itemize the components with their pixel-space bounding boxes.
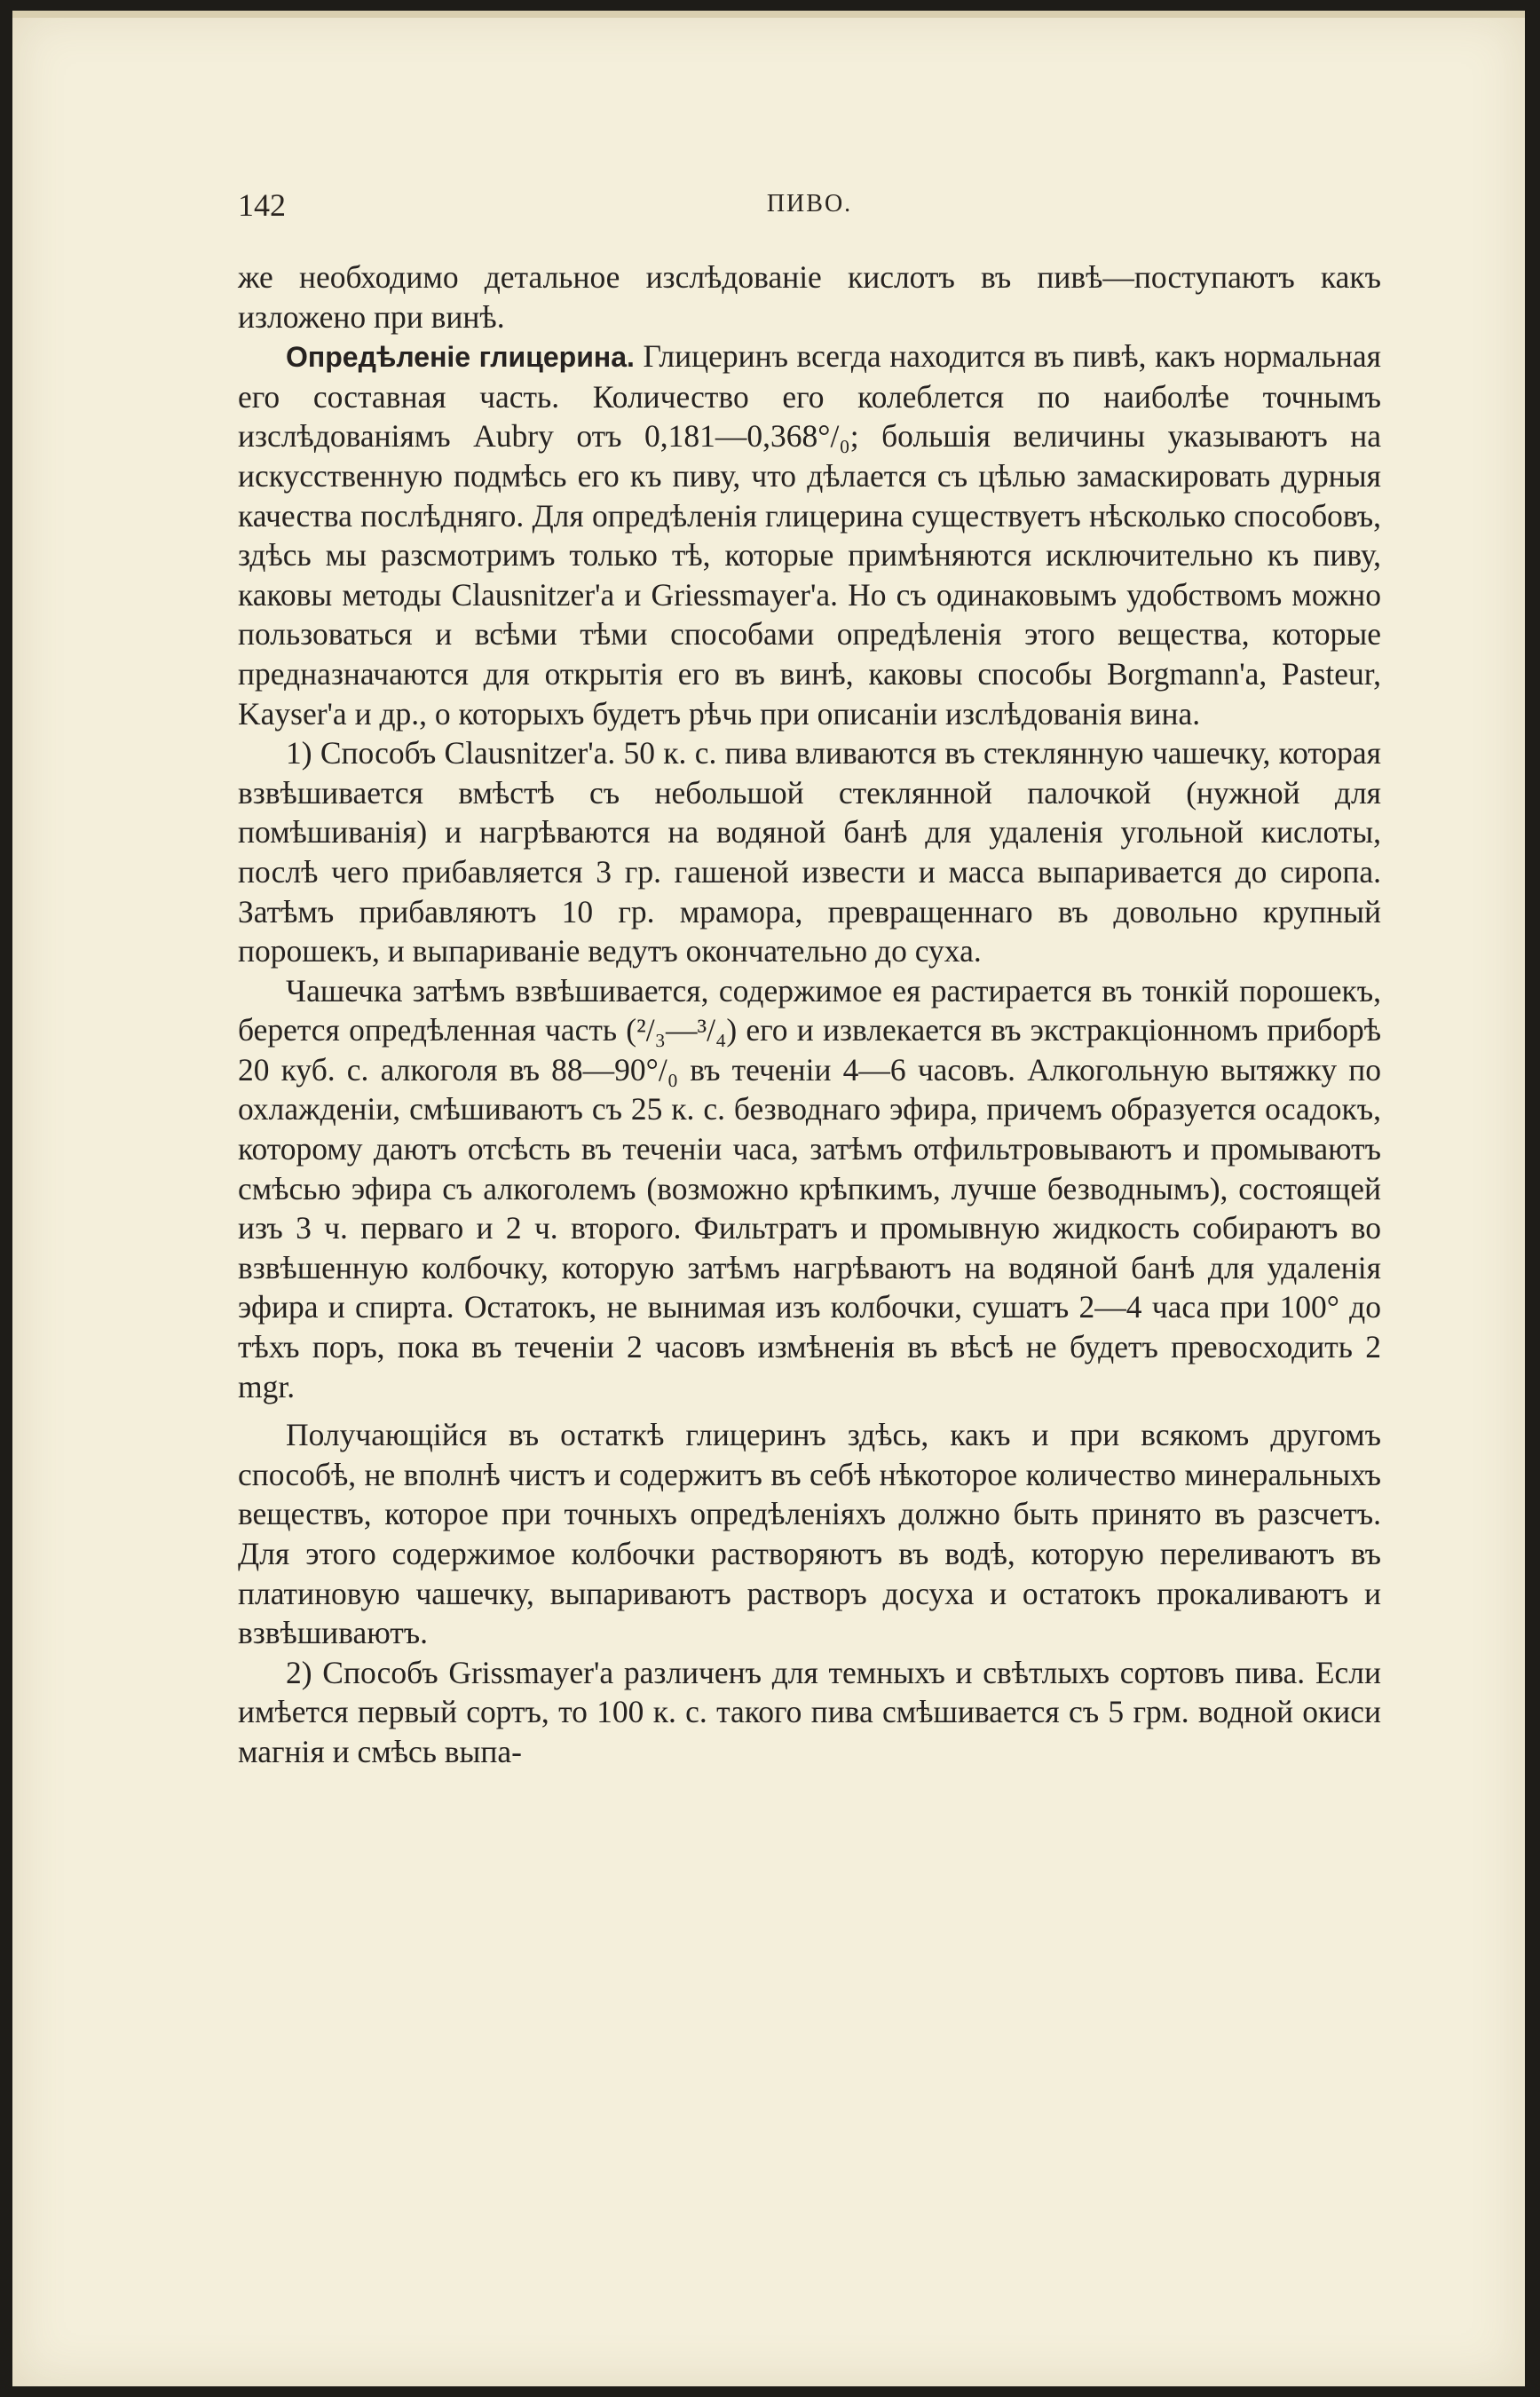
- book-page: [12, 11, 1525, 2386]
- paragraph-glycerin-body: Глицеринъ всегда находится въ пивѣ, какъ нормальная его составная часть. Количество его колеблется по наиболѣе точнымъ изслѣдованіямъ Aubry отъ 0,181—0,368°/₀; большія величины указываютъ на искусственную подмѣсь его къ пиву, что дѣлается съ цѣлью замаскировать дурныя качества послѣдняго. Для опредѣленія глицерина существуетъ нѣсколько способовъ, здѣсь мы разсмотримъ только тѣ, которые примѣняются исключительно къ пиву, каковы методы Clausnitzer'a и Griessmayer'a. Но съ одинаковымъ удобствомъ можно пользоваться и всѣми тѣми способами опредѣленія этого вещества, которые предназначаются для открытія его въ винѣ, каковы способы Borgmann'a, Pasteur, Kayser'a и др., о которыхъ будетъ рѣчь при описаніи изслѣдованія вина.: [238, 338, 1381, 732]
- page-header: [238, 186, 1381, 222]
- running-title: ПИВО.: [766, 190, 853, 218]
- section-heading: Опредѣленіе глицерина.: [286, 341, 635, 374]
- page-number: 142: [238, 187, 286, 223]
- paragraph-method-clausnitzer: 1) Способъ Clausnitzer'a. 50 к. с. пива вливаются въ стеклянную чашечку, которая взвѣшивается вмѣстѣ съ небольшой стеклянной палочкой (нужной для помѣшиванія) и нагрѣваются на водяной банѣ для удаленія угольной кислоты, послѣ чего прибавляется 3 гр. гашеной извести и масса выпаривается до сиропа. Затѣмъ прибавляютъ 10 гр. мрамора, превращеннаго въ довольно крупный порошекъ, и выпариваніе ведутъ окончательно до суха.: [238, 735, 1381, 969]
- paragraph-purification: Получающійся въ остаткѣ глицеринъ здѣсь, какъ и при всякомъ другомъ способѣ, не вполнѣ чистъ и содержитъ въ себѣ нѣкоторое количество минеральныхъ веществъ, которое при точныхъ опредѣленіяхъ должно быть принято въ разсчетъ. Для этого содержимое колбочки растворяютъ въ водѣ, которую переливаютъ въ платиновую чашечку, выпариваютъ растворъ досуха и остатокъ прокаливаютъ и взвѣшиваютъ.: [238, 1417, 1381, 1651]
- paragraph-method-grissmayer: 2) Способъ Grissmayer'a различенъ для темныхъ и свѣтлыхъ сортовъ пива. Если имѣется первый сортъ, то 100 к. с. такого пива смѣшивается съ 5 грм. водной окиси магнія и смѣсь выпа-: [238, 1654, 1381, 1769]
- paragraph-procedure: Чашечка затѣмъ взвѣшивается, содержимое ея растирается въ тонкій порошекъ, берется опредѣленная часть (²/₃—³/₄) его и извлекается въ экстракціонномъ приборѣ 20 куб. с. алкоголя въ 88—90°/₀ въ теченіи 4—6 часовъ. Алкогольную вытяжку по охлажденіи, смѣшиваютъ съ 25 к. с. безводнаго эфира, причемъ образуется осадокъ, которому даютъ отсѣсть въ теченіи часа, затѣмъ отфильтровываютъ и промываютъ смѣсью эфира съ алкоголемъ (возможно крѣпкимъ, лучше безводнымъ), состоящей изъ 3 ч. перваго и 2 ч. второго. Фильтратъ и промывную жидкость собираютъ во взвѣшенную колбочку, которую затѣмъ нагрѣваютъ на водяной банѣ для удаленія эфира и спирта. Остатокъ, не вынимая изъ колбочки, сушатъ 2—4 часа при 100° до тѣхъ поръ, пока въ теченіи 2 часовъ измѣненія въ вѣсѣ не будетъ превосходить 2 mgr.: [238, 972, 1381, 1404]
- paragraph-glycerin: [238, 336, 1381, 733]
- paragraph-continuation: же необходимо детальное изслѣдованіе кислотъ въ пивѣ—поступаютъ какъ изложено при винѣ.: [238, 259, 1381, 335]
- body-text: [238, 257, 1381, 1772]
